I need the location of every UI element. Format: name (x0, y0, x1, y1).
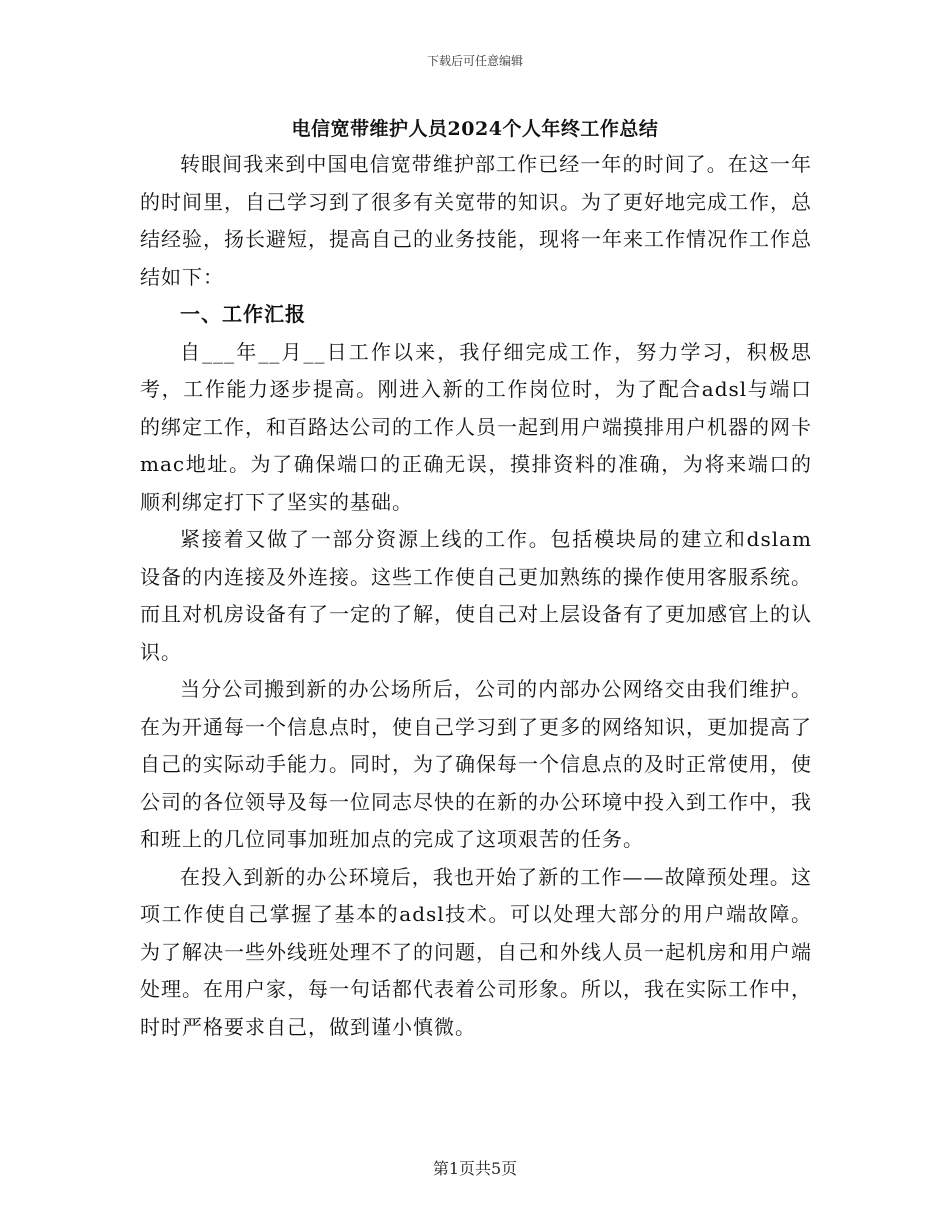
header-note: 下载后可任意编辑 (426, 54, 523, 68)
document-body (140, 146, 812, 1046)
paragraph-2: 紧接着又做了一部分资源上线的工作。包括模块局的建立和dslam设备的内连接及外连接。这些工作使自己更加熟练的操作使用客服系统。而且对机房设备有了一定的了解，使自己对上层设备有了更加感官上的认识。 (140, 527, 812, 664)
paragraph-1: 自___年__月__日工作以来，我仔细完成工作，努力学习，积极思考，工作能力逐步提高。刚进入新的工作岗位时，为了配合adsl与端口的绑定工作，和百路达公司的工作人员一起到用户端摸排用户机器的网卡mac地址。为了确保端口的正确无误，摸排资料的准确，为将来端口的顺利绑定打下了坚实的基础。 (140, 339, 812, 514)
paragraph-3: 当分公司搬到新的办公场所后，公司的内部办公网络交由我们维护。在为开通每一个信息点时，使自己学习到了更多的网络知识，更加提高了自己的实际动手能力。同时，为了确保每一个信息点的及时正常使用，使公司的各位领导及每一位同志尽快的在新的办公环境中投入到工作中，我和班上的几位同事加班加点的完成了这项艰苦的任务。 (140, 677, 812, 851)
paragraph-4: 在投入到新的办公环境后，我也开始了新的工作——故障预处理。这项工作使自己掌握了基本的adsl技术。可以处理大部分的用户端故障。为了解决一些外线班处理不了的问题，自己和外线人员一起机房和用户端处理。在用户家，每一句话都代表着公司形象。所以，我在实际工作中，时时严格要求自己，做到谨小慎微。 (140, 864, 812, 1039)
document-title: 电信宽带维护人员2024个人年终工作总结 (291, 118, 659, 140)
section-heading-work-report: 一、工作汇报 (180, 302, 306, 326)
page-number: 第1页共5页 (432, 1159, 518, 1178)
intro-paragraph: 转眼间我来到中国电信宽带维护部工作已经一年的时间了。在这一年的时间里，自己学习到了很多有关宽带的知识。为了更好地完成工作，总结经验，扬长避短，提高自己的业务技能，现将一年来工作情况作工作总结如下： (140, 152, 812, 289)
